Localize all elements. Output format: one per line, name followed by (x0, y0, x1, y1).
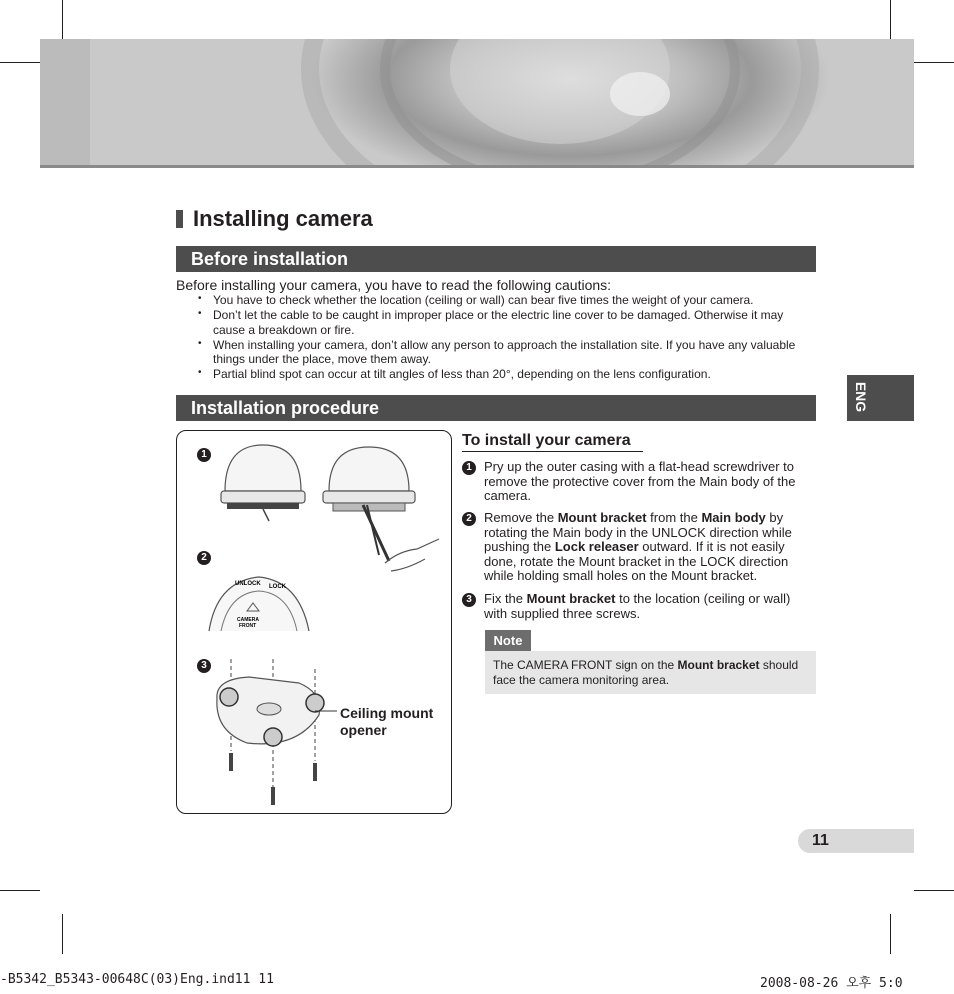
bullet-icon: • (198, 337, 202, 349)
step-2 (462, 511, 814, 584)
step-1 (462, 460, 814, 504)
step-badge: 3 (462, 593, 476, 607)
installation-figure (176, 430, 452, 814)
mount-bracket-icon (209, 577, 309, 631)
page-number: 11 (798, 829, 914, 853)
crop-mark (890, 914, 891, 954)
list-item: • When installing your camera, don’t allow any person to approach the installation site. If you have any valuable things under the place, move them away. (198, 337, 796, 366)
list-item: • You have to check whether the location (ceiling or wall) can bear five times the weight of your camera. (198, 293, 754, 307)
svg-text:LOCK: LOCK (269, 584, 286, 590)
crop-mark (0, 62, 40, 63)
footer-file-info: -B5342_B5343-00648C(03)Eng.ind11 11 (0, 972, 274, 987)
bullet-icon: • (198, 293, 202, 304)
note-tag: Note (485, 630, 531, 651)
page-title (176, 206, 373, 232)
note-box: The CAMERA FRONT sign on the Mount bracket should face the camera monitoring area. (485, 651, 816, 694)
ceiling-mount-icon (217, 659, 337, 805)
install-subheading: To install your camera (462, 432, 643, 452)
crop-mark (0, 890, 40, 891)
figure-step-badge: 3 (197, 659, 211, 673)
ceiling-mount-opener-callout: Ceiling mount opener (340, 705, 434, 738)
svg-text:FRONT: FRONT (239, 623, 257, 629)
dome-camera-screwdriver-icon (323, 447, 439, 571)
title-marker (176, 210, 183, 228)
crop-mark (914, 890, 954, 891)
crop-mark (62, 914, 63, 954)
svg-text:UNLOCK: UNLOCK (235, 581, 261, 587)
step-badge: 1 (462, 461, 476, 475)
svg-text:CAMERA: CAMERA (237, 617, 259, 623)
list-item: • Partial blind spot can occur at tilt angles of less than 20°, depending on the lens configuration. (198, 367, 711, 381)
bullet-icon: • (198, 367, 202, 378)
language-tab-label: ENG (853, 381, 869, 413)
step-text: Pry up the outer casing with a flat-head screwdriver to remove the protective cover from the Main body of the camera. (484, 459, 796, 503)
step-badge: 2 (462, 512, 476, 526)
bullet-icon: • (198, 308, 202, 319)
section-heading-before-installation: Before installation (176, 246, 816, 272)
crop-mark (914, 62, 954, 63)
figure-step-badge: 1 (197, 448, 211, 462)
caution-list (198, 293, 813, 382)
list-item: • Don’t let the cable to be caught in improper place or the electric line cover to be damaged. Otherwise it may cause a breakdown or fire. (198, 308, 784, 337)
camera-lens-graphic (40, 39, 914, 165)
section-heading-installation-procedure: Installation procedure (176, 395, 816, 421)
footer-timestamp: 2008-08-26 오후 5:0 (760, 976, 903, 991)
dome-camera-icon (221, 445, 305, 521)
header-banner-image (40, 39, 914, 168)
page-title-text: Installing camera (193, 206, 373, 231)
step-text: Fix the Mount bracket to the location (ceiling or wall) with supplied three screws. (484, 591, 791, 621)
figure-step-badge: 2 (197, 551, 211, 565)
step-text: Remove the Mount bracket from the Main body by rotating the Main body in the UNLOCK direction while pushing the Lock releaser outward. If it is not easily done, rotate the Mount bracket in the LOCK direction while holding small holes on the Mount bracket. (484, 510, 792, 583)
step-3 (462, 592, 814, 621)
camera-illustration (177, 431, 452, 814)
intro-text: Before installing your camera, you have to read the following cautions: (176, 277, 612, 293)
